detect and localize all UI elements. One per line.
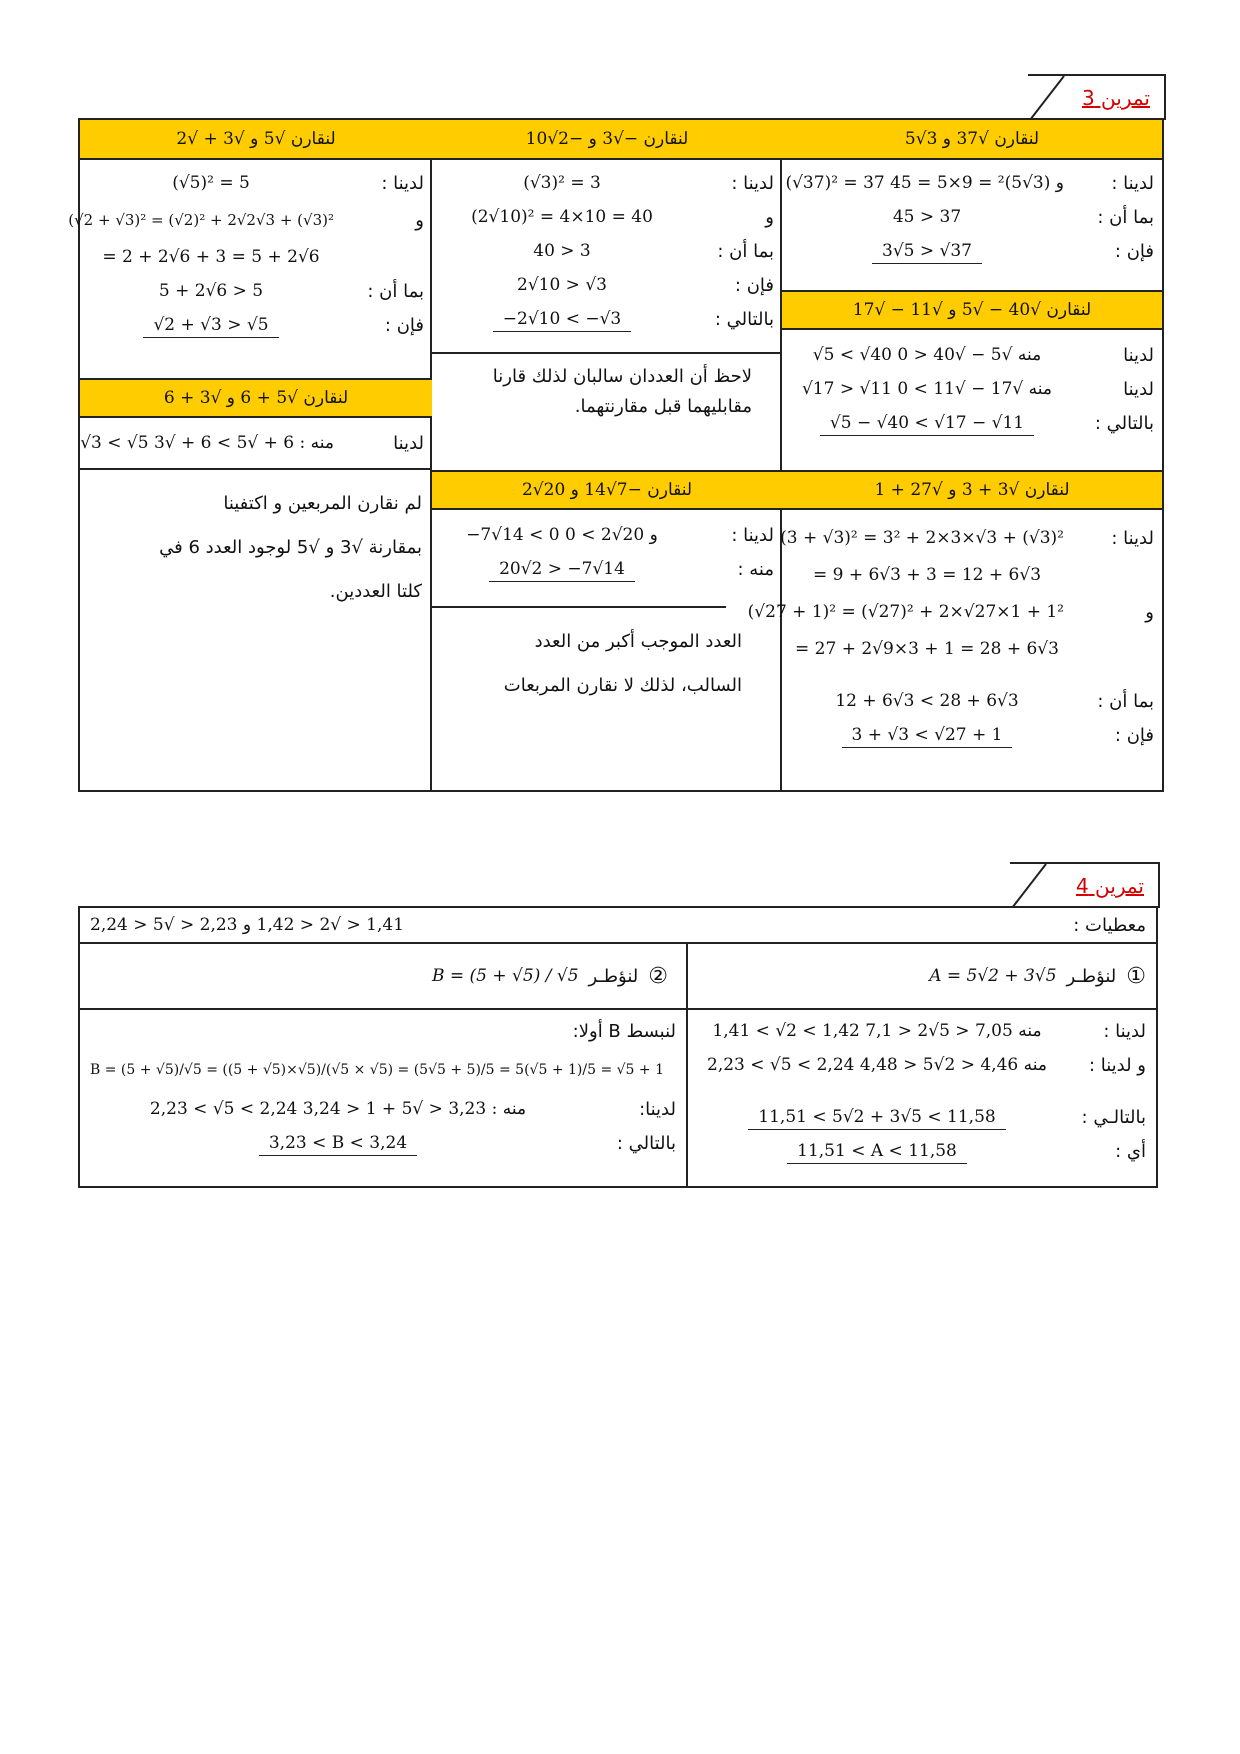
expr: 45 > 37 xyxy=(892,207,962,227)
label: و xyxy=(765,206,774,228)
question-label: لنؤطـر xyxy=(588,965,639,987)
label: بالتالي : xyxy=(1094,412,1154,434)
label: لدينا : xyxy=(731,172,774,194)
tag-diagonal xyxy=(1010,864,1050,908)
header-compare-37: لنقارن √37 و 3√5 xyxy=(782,120,1162,160)
questions-row xyxy=(80,944,1156,1010)
label: بما أن : xyxy=(1097,206,1154,228)
question-label: لنؤطـر xyxy=(1066,965,1117,987)
givens-expr: 1,41 < √2 < 1,42 و 2,23 < √5 < 2,24 xyxy=(90,915,405,935)
givens-row xyxy=(80,908,1156,944)
label: لنبسط B أولا: xyxy=(572,1020,676,1042)
result: 3√5 > √37 xyxy=(872,241,982,264)
note-text: بمقارنة √3 و √5 لوجود العدد 6 في xyxy=(159,537,422,558)
note-text: العدد الموجب أكبر من العدد xyxy=(534,631,742,652)
expr: = 2 + 2√6 + 3 = 5 + 2√6 xyxy=(102,247,320,267)
label: لدينا : xyxy=(731,524,774,546)
note-text: لاحظ أن العددان سالبان لذلك قارنا مقابليهما قبل مقارنتهما. xyxy=(492,366,752,417)
question-1 xyxy=(686,944,1156,1008)
expr: = 9 + 6√3 + 3 = 12 + 6√3 xyxy=(812,565,1042,585)
column-middle xyxy=(430,120,782,790)
note-text: السالب، لذلك لا نقارن المربعات xyxy=(503,675,742,696)
expr: 2,23 < √5 < 2,24 منه : 3,23 < √5 + 1 < 3,24 xyxy=(149,1099,527,1119)
header-compare-10: لنقارن −√3 و −2√10 xyxy=(432,120,782,160)
header-compare-40: لنقارن √40 − √5 و √11 − √17 xyxy=(782,290,1162,330)
divider xyxy=(80,468,432,470)
note-text: لم نقارن المربعين و اكتفينا xyxy=(223,493,422,514)
question-expr: B = (5 + √5) / √5 xyxy=(432,966,579,986)
label: فإن : xyxy=(1114,724,1154,746)
givens-label: معطيات : xyxy=(1073,914,1146,936)
label: منه : xyxy=(737,558,774,580)
note-negatives xyxy=(432,356,782,466)
result: 11,51 < 5√2 + 3√5 < 11,58 xyxy=(748,1107,1005,1130)
label: لدينا : xyxy=(1103,1020,1146,1042)
cell-compare-14 xyxy=(432,512,782,602)
label: بالتالي : xyxy=(616,1132,676,1154)
expr: 40 > 3 xyxy=(533,241,591,261)
header-compare-27: لنقارن √3 + 3 و √27 + 1 xyxy=(782,470,1162,510)
label: و xyxy=(415,209,424,231)
label: فإن : xyxy=(1114,240,1154,262)
tag-diagonal xyxy=(1028,76,1068,120)
expr: B = (5 + √5)/√5 = ((5 + √5)×√5)/(√5 × √5) = (5√5 + 5)/5 = 5(√5 + 1)/5 = √5 + 1 xyxy=(90,1062,664,1078)
exercise-3-title: تمرين 3 xyxy=(1081,86,1150,110)
label: لدينا xyxy=(1123,344,1154,366)
column-left xyxy=(68,120,432,790)
question-2 xyxy=(80,944,686,1008)
expr: √17 > √11 منه √17 − √11 > 0 xyxy=(801,379,1053,399)
header-compare-14: لنقارن −7√14 و 20√2 xyxy=(432,470,782,510)
label: و لدينا : xyxy=(1088,1054,1146,1076)
expr: (2√10)² = 4×10 = 40 xyxy=(471,207,653,227)
result: 3 + √3 < √27 + 1 xyxy=(842,725,1013,748)
result: √2 + √3 > √5 xyxy=(143,315,278,338)
label: لدينا xyxy=(1123,378,1154,400)
expr: (√27 + 1)² = (√27)² + 2×√27×1 + 1² xyxy=(747,602,1064,622)
header-compare-5: لنقارن √5 و √3 + √2 xyxy=(80,120,432,160)
expr: (3 + √3)² = 3² + 2×3×√3 + (√3)² xyxy=(780,528,1064,548)
answer-1 xyxy=(686,1010,1156,1186)
expr: (√5)² = 5 xyxy=(172,173,250,193)
expr: 5 + 2√6 > 5 xyxy=(158,281,264,301)
note-positive xyxy=(432,614,782,714)
expr: 12 + 6√3 < 28 + 6√3 xyxy=(835,691,1019,711)
label: بما أن : xyxy=(367,280,424,302)
exercise-4-tag xyxy=(1010,862,1160,908)
cell-compare-10 xyxy=(432,160,782,348)
answer-2 xyxy=(80,1010,686,1186)
label: أي : xyxy=(1115,1140,1146,1162)
column-right xyxy=(747,120,1162,790)
header-compare-6: لنقارن √5 + 6 و √3 + 6 xyxy=(80,378,432,418)
label: بما أن : xyxy=(1097,690,1154,712)
expr: = 27 + 2√9×3 + 1 = 28 + 6√3 xyxy=(795,639,1059,659)
result: 20√2 > −7√14 xyxy=(489,559,635,582)
label: بالتالـي : xyxy=(1081,1106,1146,1128)
label: لدينا : xyxy=(381,172,424,194)
cell-compare-6 xyxy=(80,420,432,468)
question-expr: A = 5√2 + 3√5 xyxy=(929,966,1057,986)
expr: (√3)² = 3 xyxy=(523,173,601,193)
exercise-3-table xyxy=(68,118,1164,792)
exercise-3-tag xyxy=(1028,74,1166,120)
note-squares xyxy=(80,476,432,636)
expr: −7√14 < 0 و 20√2 > 0 xyxy=(466,525,658,545)
result: √5 − √40 < √17 − √11 xyxy=(820,413,1034,436)
expr: 2,23 < √5 < 2,24 منه 4,46 < 2√5 < 4,48 xyxy=(707,1055,1047,1075)
label: لدينا : xyxy=(1111,172,1154,194)
cell-compare-40 xyxy=(782,332,1162,452)
expr: (√37)² = 37 و (3√5)² = 9×5 = 45 xyxy=(785,173,1064,193)
expr: 2√10 > √3 xyxy=(517,275,607,295)
label: لدينا : xyxy=(1111,527,1154,549)
answers-row xyxy=(80,1010,1156,1186)
label: لدينا xyxy=(393,432,424,454)
cell-compare-5 xyxy=(68,160,432,370)
expr: √5 < √40 منه √5 − √40 < 0 xyxy=(812,345,1042,365)
label: فإن : xyxy=(734,274,774,296)
exercise-4-table xyxy=(78,906,1158,1188)
label: بالتالي : xyxy=(714,308,774,330)
expr: 1,41 < √2 < 1,42 منه 7,05 < 5√2 < 7,1 xyxy=(712,1021,1042,1041)
label: فإن : xyxy=(384,314,424,336)
divider xyxy=(432,606,726,608)
result: 11,51 < A < 11,58 xyxy=(787,1141,967,1164)
result: −2√10 < −√3 xyxy=(493,309,631,332)
expr: (√2 + √3)² = (√2)² + 2√2√3 + (√3)² xyxy=(68,211,334,229)
result: 3,23 < B < 3,24 xyxy=(259,1133,417,1156)
label: و xyxy=(1145,601,1154,623)
cell-compare-37 xyxy=(782,160,1162,290)
question-number: ② xyxy=(648,963,668,989)
note-text: كلتا العددين. xyxy=(329,581,422,602)
divider xyxy=(432,352,782,354)
question-number: ① xyxy=(1126,963,1146,989)
exercise-4-title: تمرين 4 xyxy=(1075,874,1144,898)
label: لدينا: xyxy=(639,1098,676,1120)
expr: √3 < √5 منه : 6 + √5 > 6 + √3 xyxy=(80,433,334,453)
label: بما أن : xyxy=(717,240,774,262)
